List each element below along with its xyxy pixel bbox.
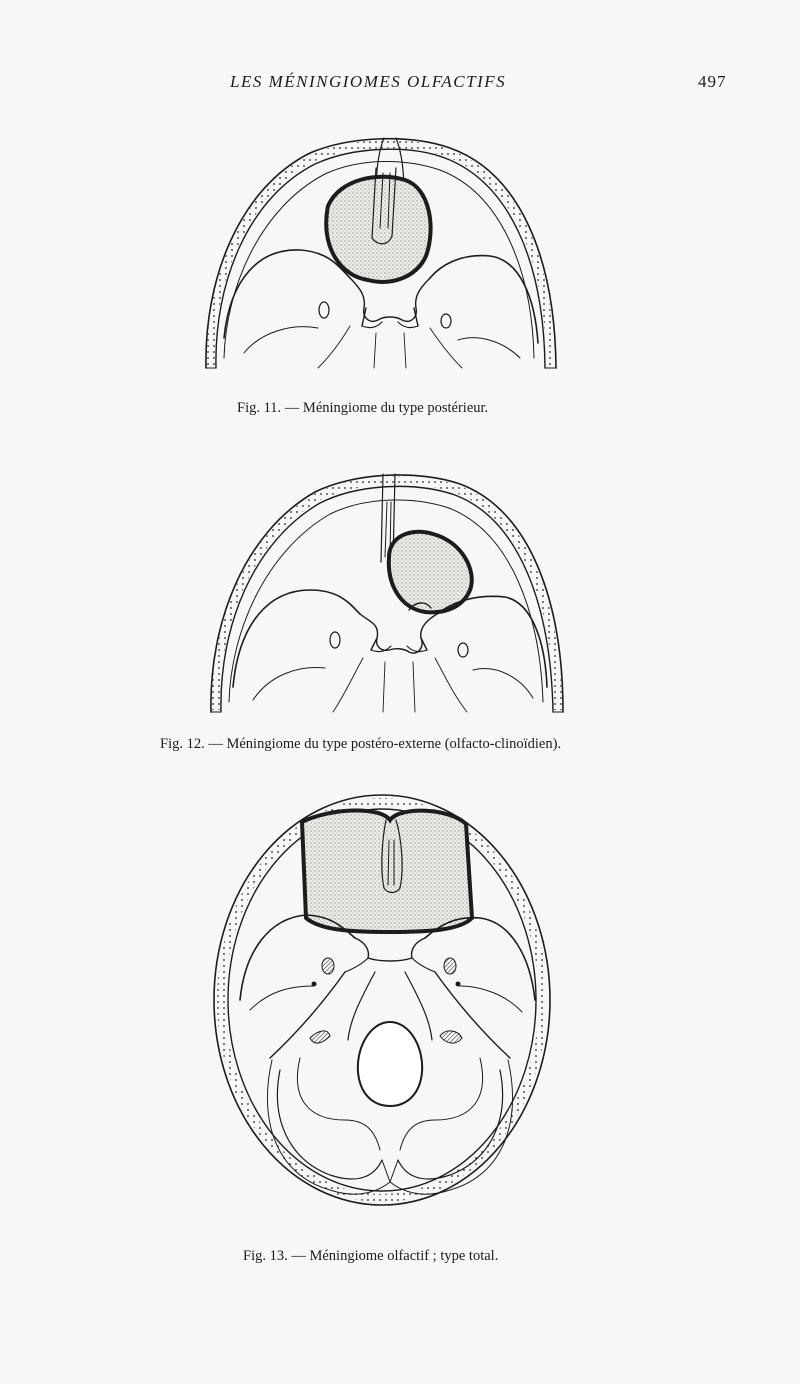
running-header: LES MÉNINGIOMES OLFACTIFS — [230, 72, 507, 91]
figure-11-caption: Fig. 11. — Méningiome du type postérieur. — [237, 400, 489, 416]
figure-12-caption: Fig. 12. — Méningiome du type postéro-externe (olfacto-clinoïdien). — [160, 736, 562, 752]
figure-11-illustration — [200, 128, 564, 378]
page-number: 497 — [698, 72, 727, 91]
skull-base-drawing-posterior — [200, 128, 564, 378]
figure-13-caption: Fig. 13. — Méningiome olfactif ; type total. — [243, 1248, 499, 1264]
figure-13-illustration — [210, 790, 555, 1220]
figure-12-illustration — [205, 462, 569, 724]
skull-base-drawing-postero-external — [205, 462, 569, 724]
skull-base-drawing-total — [210, 790, 555, 1220]
